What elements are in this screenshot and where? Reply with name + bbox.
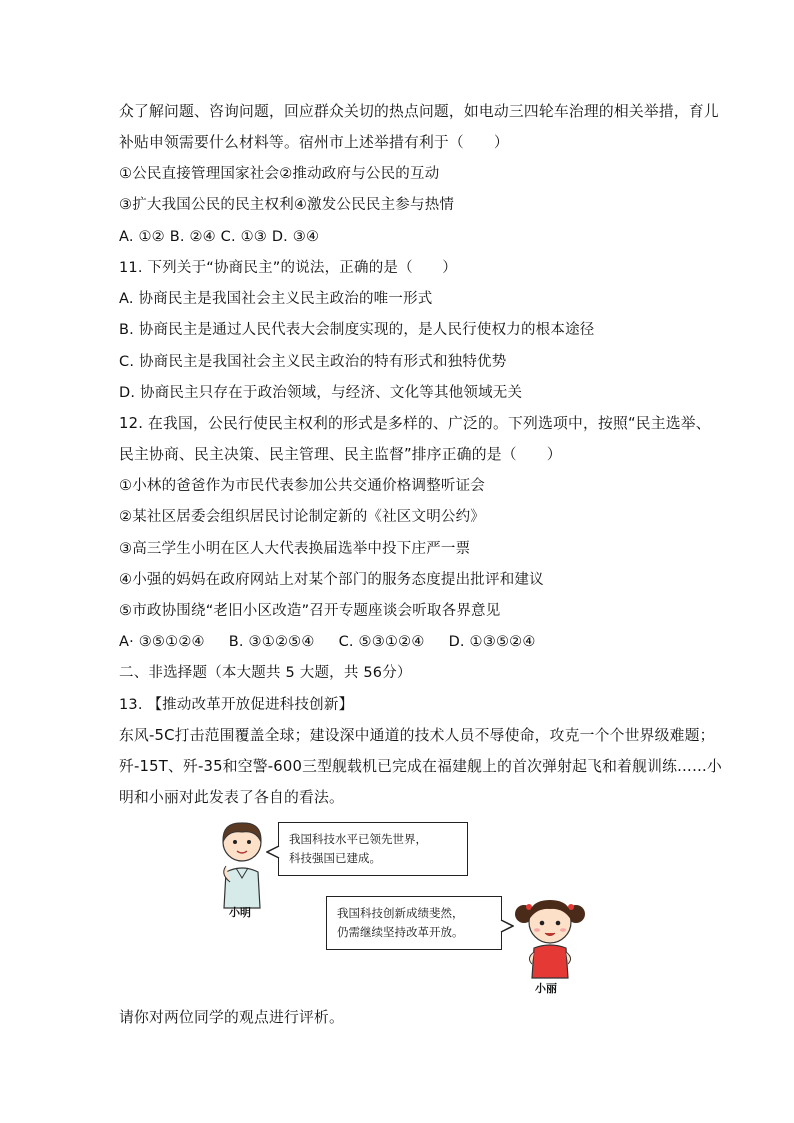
girl-speech-bubble (326, 896, 502, 950)
q12-stem-line2: 民主协商、民主决策、民主管理、民主监督”排序正确的是（ ） (119, 446, 562, 463)
q12-item-1: ①小林的爸爸作为市民代表参加公共交通价格调整听证会 (119, 478, 485, 494)
cartoon-illustration (212, 814, 592, 996)
boy-name-label: 小明 (229, 906, 251, 919)
girl-speech-line2: 仍需继续坚持改革开放。 (337, 925, 464, 939)
q12-item-5: ⑤市政协围绕“老旧小区改造”召开专题座谈会听取各界意见 (119, 603, 501, 619)
girl-name-label: 小丽 (535, 982, 557, 995)
boy-speech-line2: 科技强国已建成。 (289, 851, 381, 865)
boy-bubble-tail (266, 844, 280, 860)
q13-task: 请你对两位同学的观点进行评析。 (119, 1009, 344, 1026)
girl-figure (510, 890, 590, 980)
q13-material-line1: 东风-5C打击范围覆盖全球；建设深中通道的技术人员不辱使命，攻克一个个世界级难题； (119, 727, 715, 744)
q11-stem: 11. 下列关于“协商民主”的说法，正确的是（ ） (119, 260, 457, 276)
q12-answer-choices: A· ③⑤①②④ B. ③①②⑤④ C. ⑤③①②④ D. ①③⑤②④ (119, 634, 536, 650)
boy-figure (212, 820, 272, 910)
q12-stem-line1: 12. 在我国，公民行使民主权利的形式是多样的、广泛的。下列选项中，按照“民主选举、 (119, 415, 711, 432)
boy-speech-line1: 我国科技水平已领先世界， (289, 832, 427, 846)
q12-item-2: ②某社区居委会组织居民讨论制定新的《社区文明公约》 (119, 509, 485, 525)
q13-title: 13. 【推动改革开放促进科技创新】 (119, 697, 354, 713)
boy-speech-bubble (278, 822, 468, 876)
section-heading: 二、非选择题（本大题共 5 大题，共 56分） (119, 665, 412, 681)
q10-answer-choices: A. ①② B. ②④ C. ①③ D. ③④ (119, 229, 320, 245)
q13-material-line2: 歼-15T、歼-35和空警-600三型舰载机已完成在福建舰上的首次弹射起飞和着舰训练……小 (119, 758, 723, 775)
q10-stem-line2: 补贴申领需要什么材料等。宿州市上述举措有利于（ ） (119, 134, 509, 151)
q11-option-c: C. 协商民主是我国社会主义民主政治的特有形式和独特优势 (119, 354, 507, 370)
q10-option-line1: ①公民直接管理国家社会②推动政府与公民的互动 (119, 166, 440, 182)
q13-material-line3: 明和小丽对此发表了各自的看法。 (119, 789, 344, 806)
girl-speech-line1: 我国科技创新成绩斐然， (337, 906, 464, 920)
q10-stem-line1: 众了解问题、咨询问题，回应群众关切的热点问题，如电动三四轮车治理的相关举措，育儿 (119, 103, 719, 120)
q10-option-line2: ③扩大我国公民的民主权利④激发公民民主参与热情 (119, 197, 455, 213)
q12-item-3: ③高三学生小明在区人大代表换届选举中投下庄严一票 (119, 541, 471, 557)
q11-option-d: D. 协商民主只存在于政治领域，与经济、文化等其他领域无关 (119, 385, 523, 401)
q12-item-4: ④小强的妈妈在政府网站上对某个部门的服务态度提出批评和建议 (119, 572, 544, 588)
q11-option-a: A. 协商民主是我国社会主义民主政治的唯一形式 (119, 291, 433, 307)
q11-option-b: B. 协商民主是通过人民代表大会制度实现的，是人民行使权力的根本途径 (119, 322, 595, 338)
